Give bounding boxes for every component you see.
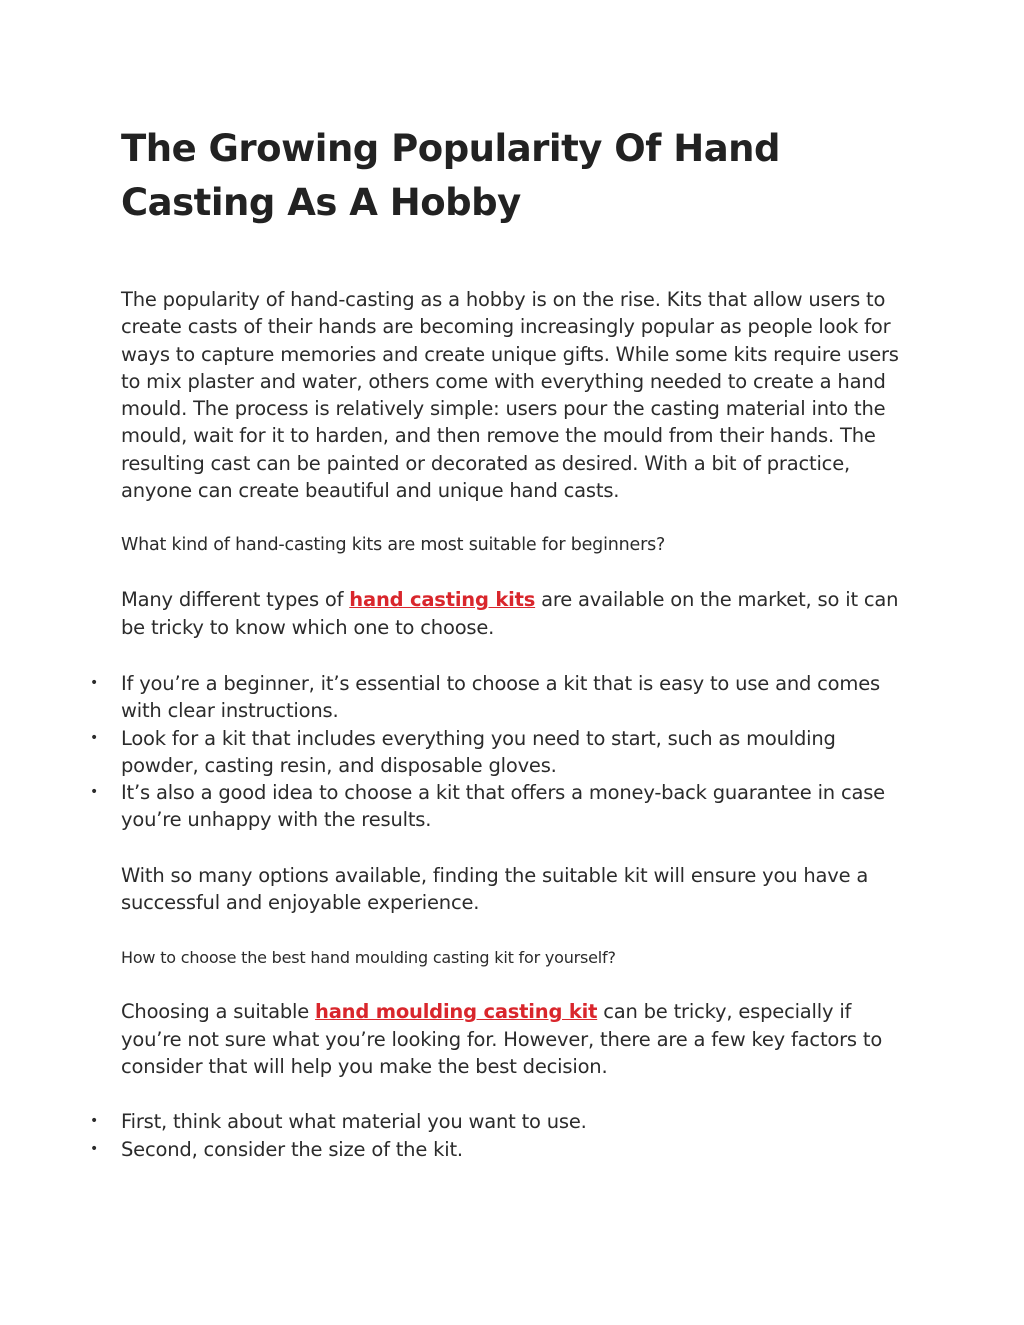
section2-bullet-list bbox=[89, 1108, 911, 1163]
bullet-icon: • bbox=[89, 1140, 99, 1157]
bullet-icon: • bbox=[89, 674, 99, 691]
list-item-text: Second, consider the size of the kit. bbox=[121, 1137, 463, 1161]
hand-casting-kits-link[interactable]: hand casting kits bbox=[349, 588, 536, 612]
section1-text-before: Many different types of bbox=[121, 588, 350, 612]
article bbox=[89, 122, 911, 1163]
page-title: The Growing Popularity Of Hand Casting As A Hobby bbox=[121, 127, 780, 224]
list-item-text: It’s also a good idea to choose a kit that offers a money-back guarantee in case you’re unhappy with the results. bbox=[121, 781, 885, 832]
bullet-icon: • bbox=[89, 784, 99, 801]
intro-paragraph: The popularity of hand-casting as a hobby is on the rise. Kits that allow users to create casts of their hands are becoming increasingly popular as people look for ways to capture memories and create unique gifts. While some kits require users to mix plaster and water, others come with everything needed to create a hand mould. The process is relatively simple: users pour the casting material into the mould, wait for it to harden, and then remove the mould from their hands. The resulting cast can be painted or decorated as desired. With a bit of practice, anyone can create beautiful and unique hand casts. bbox=[121, 288, 899, 503]
hand-moulding-casting-kit-link[interactable]: hand moulding casting kit bbox=[315, 1000, 598, 1024]
list-item-text: First, think about what material you want to use. bbox=[121, 1110, 587, 1134]
list-item bbox=[89, 670, 911, 725]
list-item bbox=[89, 725, 911, 780]
list-item-text: If you’re a beginner, it’s essential to choose a kit that is easy to use and comes with clear instructions. bbox=[121, 671, 880, 723]
list-item-text: Look for a kit that includes everything you need to start, such as moulding powder, casting resin, and disposable gloves. bbox=[121, 726, 836, 777]
section1-question: What kind of hand-casting kits are most suitable for beginners? bbox=[121, 535, 666, 556]
section1-bullet-list bbox=[89, 670, 911, 834]
list-item bbox=[89, 1108, 911, 1135]
list-item bbox=[89, 779, 911, 834]
section1-closing: With so many options available, finding the suitable kit will ensure you have a successful and enjoyable experience. bbox=[121, 863, 869, 915]
section2-text-after: can be tricky, especially if you’re not sure what you’re looking for. However, there are a few key factors to consider that will help you make the best decision. bbox=[121, 1000, 883, 1078]
section2-paragraph bbox=[121, 998, 911, 1080]
section1-paragraph bbox=[121, 586, 911, 641]
section2-text-before: Choosing a suitable bbox=[121, 1000, 316, 1024]
bullet-icon: • bbox=[89, 1113, 99, 1130]
section1-text-after: are available on the market, so it can be tricky to know which one to choose. bbox=[121, 588, 899, 639]
bullet-icon: • bbox=[89, 729, 99, 746]
section2-question: How to choose the best hand moulding casting kit for yourself? bbox=[121, 948, 616, 968]
list-item bbox=[89, 1136, 911, 1163]
